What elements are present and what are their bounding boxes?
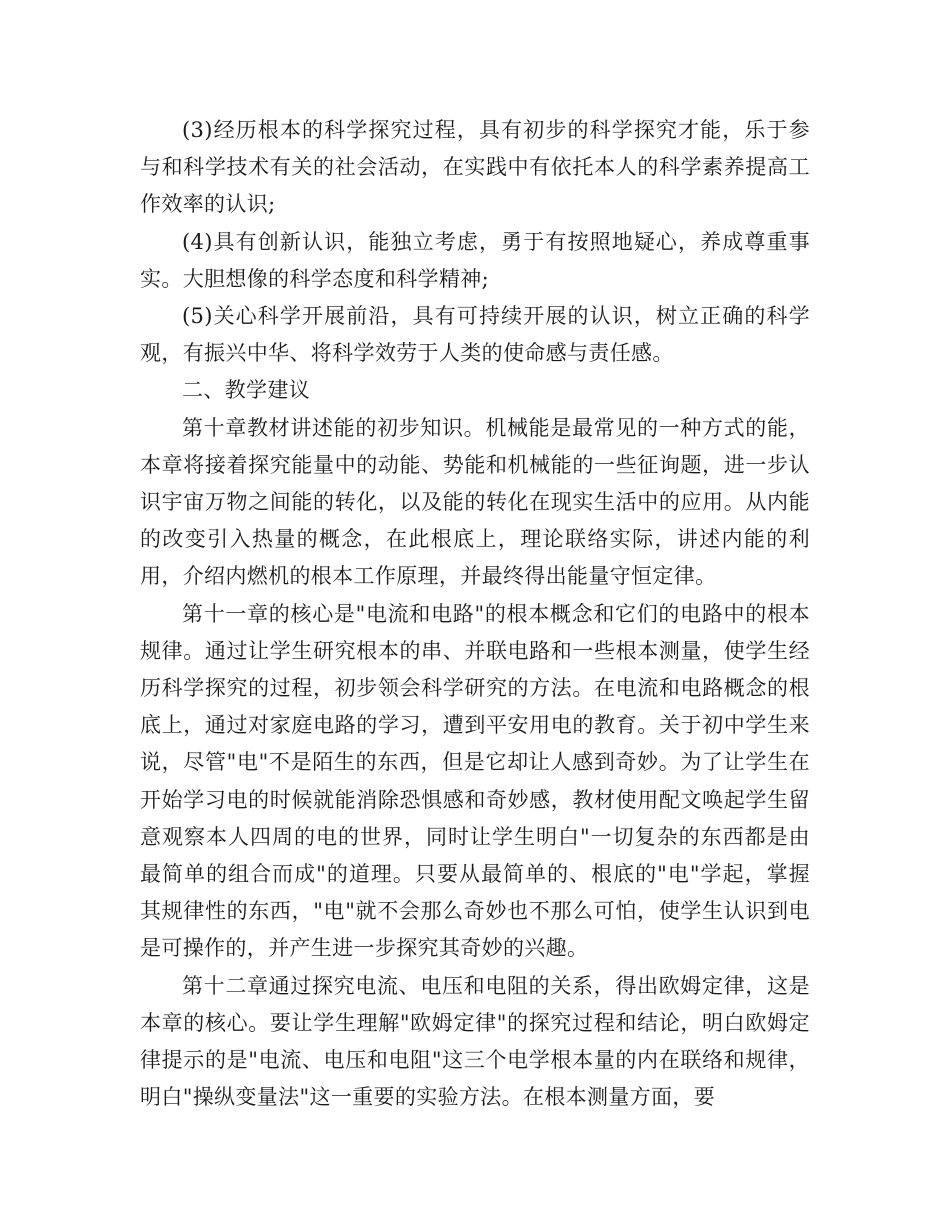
paragraph-chapter-11: 第十一章的核心是"电流和电路"的根本概念和它们的电路中的根本规律。通过让学生研究根本的串、并联电路和一些根本测量，使学生经历科学探究的过程，初步领会科学研究的方法。在电流和电路概念的根底上，通过对家庭电路的学习，遭到平安用电的教育。关于初中学生来说，尽管"电"不是陌生的东西，但是它却让人感到奇妙。为了让学生在开始学习电的时候就能消除恐惧感和奇妙感，教材使用配文唤起学生留意观察本人四周的电的世界，同时让学生明白"一切复杂的东西都是由最简单的组合而成"的道理。只要从最简单的、根底的"电"学起，掌握其规律性的东西，"电"就不会那么奇妙也不那么可怕，使学生认识到电是可操作的，并产生进一步探究其奇妙的兴趣。 — [140, 601, 810, 961]
paragraph-item-5: (5)关心科学开展前沿，具有可持续开展的认识，树立正确的科学观，有振兴中华、将科学效劳于人类的使命感与责任感。 — [140, 304, 810, 366]
paragraph-chapter-10: 第十章教材讲述能的初步知识。机械能是最常见的一种方式的能，本章将接着探究能量中的动能、势能和机械能的一些征询题，进一步认识宇宙万物之间能的转化，以及能的转化在现实生活中的应用。从内能的改变引入热量的概念，在此根底上，理论联络实际，讲述内能的利用，介绍内燃机的根本工作原理，并最终得出能量守恒定律。 — [140, 415, 810, 589]
section-heading: 二、教学建议 — [182, 378, 311, 403]
paragraph-chapter-12: 第十二章通过探究电流、电压和电阻的关系，得出欧姆定律，这是本章的核心。要让学生理解"欧姆定律"的探究过程和结论，明白欧姆定律提示的是"电流、电压和电阻"这三个电学根本量的内在联络和规律，明白"操纵变量法"这一重要的实验方法。在根本测量方面，要 — [140, 973, 810, 1110]
document-body — [140, 112, 810, 1116]
paragraph-item-3: (3)经历根本的科学探究过程，具有初步的科学探究才能，乐于参与和科学技术有关的社会活动，在实践中有依托本人的科学素养提高工作效率的认识; — [140, 118, 810, 217]
paragraph-item-4: (4)具有创新认识，能独立考虑，勇于有按照地疑心，养成尊重事实。大胆想像的科学态度和科学精神; — [140, 229, 810, 291]
